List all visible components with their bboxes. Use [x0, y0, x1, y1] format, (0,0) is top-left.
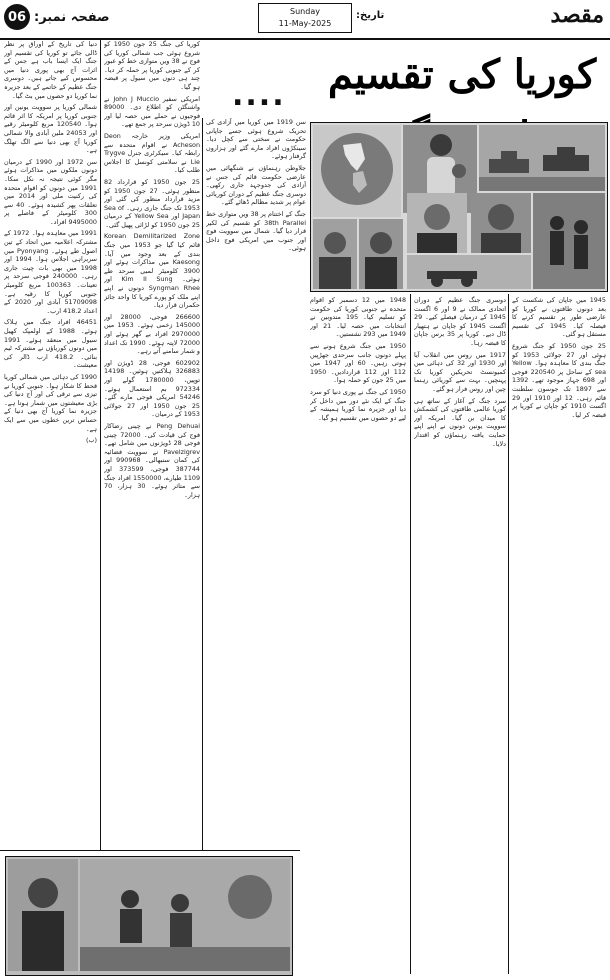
bottom-photo — [5, 856, 293, 976]
map-photo — [313, 125, 401, 217]
paragraph: امریکی وزیر خارجہ Deon Acheson نے اقوام متحدہ سے رابطہ کیا۔ سیکرٹری جنرل Trygve Lie نے سلامتی کونسل کا اجلاس طلب کیا۔ — [104, 131, 200, 175]
paragraph: امریکی سفیر John J Muccio نے واشنگٹن کو اطلاع دی۔ 89000 فوجیوں نے حملے میں حصہ لیا اور 10 ڈویژن سرحد پر جمع تھے۔ — [104, 94, 200, 129]
paragraph: سن 1972 اور 1990 کے درمیان دونوں ملکوں میں مذاکرات ہوئے مگر کوئی نتیجہ نہ نکل سکا۔ 1991 میں دونوں کو اقوام متحدہ کی رکنیت ملی اور 2014 میں تعلقات پھر کشیدہ ہوئے۔ 40 سے 300 کلومیٹر کے فاصلے پر 9495000 افراد۔ — [4, 157, 97, 226]
de-gaulle-portrait-icon — [8, 859, 78, 971]
officer-portrait-photo — [359, 219, 403, 289]
page-number — [4, 4, 110, 30]
tanks-icon — [479, 125, 605, 191]
paragraph: 25 جون 1950 کو قرارداد 82 منظور ہوئی۔ 27 جون 1950 کو مزید قرارداد منظور کی گئی اور 1953 تک جنگ جاری رہی۔ Sea of Japan اور Yellow Sea کے درمیان 25 جون 1950 کو لڑائی پھیل گئی۔ — [104, 177, 200, 229]
officer-portrait-icon — [359, 219, 403, 289]
paragraph: Peng Dehuai نے چینی رضاکار فوج کی قیادت کی۔ 72000 چینی فوجی 28 ڈویژنوں میں شامل تھے۔ Pavelzigrev نے سوویت فضائیہ کی کمان سنبھالی۔ 990968 اور 387744 فوجی، 373599 اور 1109 طیارے، 1550000 افراد جنگ سے متاثر ہوئے۔ 30 ہزار، 70 ہزار۔ — [104, 421, 200, 499]
article-column-4 — [414, 296, 506, 972]
soldiers-in-trench-icon — [80, 859, 290, 971]
paragraph: 602902 فوجی، 28 ڈویژن اور 326883 ہلاکتیں ہوئیں۔ 14198 توپیں، 1780000 گولے اور 972334 بم استعمال ہوئے۔ 54246 امریکی فوجی مارے گئے۔ 25 جون 1950 اور 27 جولائی 1953 کے درمیان۔ — [104, 358, 200, 419]
paragraph: 1950 کی جنگ نے پوری دنیا کو سرد جنگ کے ایک نئے دور میں داخل کر دیا اور جزیرہ نما کوریا ہمیشہ کے لیے دو حصوں میں تقسیم ہو گیا۔ — [310, 387, 406, 422]
artillery-icon — [407, 255, 531, 289]
photo-collage — [310, 122, 608, 292]
article-column-3 — [206, 118, 306, 858]
day-text: Sunday — [290, 7, 320, 16]
column-divider — [100, 40, 101, 850]
kim-il-sung-portrait-icon — [407, 193, 467, 253]
article-column-1 — [4, 40, 97, 846]
date-box — [258, 3, 352, 33]
soldiers-icon — [533, 193, 605, 289]
page-number-badge: 06 — [4, 4, 30, 30]
paragraph: کوریا کی جنگ 25 جون 1950 کو شروع ہوئی جب شمالی کوریا کی فوج نے 38 ویں متوازی خط کو عبور کر کے جنوبی کوریا پر حملہ کر دیا۔ چند ہی دنوں میں سیول پر قبضہ ہو گیا۔ — [104, 40, 200, 91]
de-gaulle-portrait-photo — [8, 859, 78, 971]
newspaper-logo: مقصد — [550, 2, 604, 28]
mao-portrait-photo — [471, 193, 531, 253]
paragraph: دنیا کی تاریخ کے اوراق پر نظر ڈالی جائے تو کوریا کی تقسیم اور جنگ ایک ایسا باب ہے جس کے اثرات آج بھی پوری دنیا میں محسوس کیے جاتے ہیں۔ دوسری جنگ عظیم کے خاتمے کے بعد جزیرہ نما کوریا دو حصوں میں بٹ گیا۔ — [4, 40, 97, 100]
headline-dots: .... — [232, 78, 286, 113]
article-column-3b — [310, 296, 406, 972]
paragraph: 1950 میں جنگ شروع ہونے سے پہلے دونوں جانب سرحدی جھڑپیں ہوتی رہیں۔ 60 اور 1947 میں 112 اور 112 قراردادیں۔ 1950 میں 25 جون کو حملہ ہوا۔ — [310, 341, 406, 385]
artillery-photo — [407, 255, 531, 289]
paragraph: جنگ کے اختتام پر 38 ویں متوازی خط 38th Parallel کو تقسیم کی لکیر قرار دیا گیا۔ شمال میں سوویت فوج اور جنوب میں امریکی فوج داخل ہوئی۔ — [206, 209, 306, 253]
paragraph: 1990 کی دہائی میں شمالی کوریا قحط کا شکار ہوا۔ جنوبی کوریا نے تیزی سے ترقی کی اور آج دنیا کی بڑی معیشتوں میں شمار ہوتا ہے۔ جزیرہ نما کوریا آج بھی دنیا کے حساس ترین خطوں میں سے ایک ہے۔ — [4, 372, 97, 433]
paragraph: Korean Demilitarized Zone قائم کیا گیا جو 1953 میں جنگ بندی کے بعد وجود میں آیا۔ Kaesong میں مذاکرات ہوئے اور 3900 کلومیٹر لمبی سرحد طے ہوئی۔ Kim Il Sung اور Syngman Rhee دونوں نے اپنے اپنے ملک کو پورے کوریا کا واحد جائز حکمران قرار دیا۔ — [104, 232, 200, 310]
article-column-5 — [512, 296, 606, 972]
paragraph: 1917 میں روس میں انقلاب آیا اور 1930 اور 32 کی دہائی میں کمیونسٹ تحریکیں کوریا تک پہنچیں۔ بہت سے کوریائی رہنما چین اور روس فرار ہو گئے۔ — [414, 350, 506, 393]
paragraph: دوسری جنگ عظیم کے دوران اتحادی ممالک نے 9 اور 6 اگست 1945 کے درمیان فیصلے کیے۔ 29 اگست 1945 کو جاپان نے ہتھیار ڈال دیے۔ کوریا پر 35 برس جاپان کا قبضہ رہا۔ — [414, 296, 506, 347]
globe-map-icon — [313, 125, 401, 217]
caption: (ب) — [85, 436, 97, 445]
soldiers-photo — [533, 193, 605, 289]
paragraph: 1948 میں 12 دسمبر کو اقوام متحدہ نے جنوبی کوریا کی حکومت کو تسلیم کیا۔ 195 مندوبین نے انتخابات میں حصہ لیا۔ 21 اور 1949 میں 293 نشستیں۔ — [310, 296, 406, 339]
paragraph: سن 1919 میں کوریا میں آزادی کی تحریک شروع ہوئی جسے جاپانی حکومت نے سختی سے کچل دیا۔ سینکڑوں افراد مارے گئے اور ہزاروں گرفتار ہوئے۔ — [206, 118, 306, 161]
paragraph: 1991 میں معاہدہ ہوا۔ 1972 کے مشترکہ اعلامیہ میں اتحاد کے تین اصول طے ہوئے۔ Pyonyang میں سربراہی اجلاس ہوا۔ 1994 اور 1998 میں بھی بات چیت جاری رہی۔ 240000 فوجی سرحد پر تعینات۔ 100363 مربع کلومیٹر جنوبی کوریا کا رقبہ ہے۔ 51709098 آبادی اور 2020 کے اعداد 418.2 ارب۔ — [4, 229, 97, 315]
date-label: تاریخ: — [356, 10, 385, 21]
column-divider — [508, 294, 509, 974]
column-divider — [410, 294, 411, 974]
page-number-label: صفحہ نمبر: — [34, 9, 110, 25]
article-column-2 — [104, 40, 200, 846]
mao-portrait-icon — [471, 193, 531, 253]
paragraph: 1945 میں جاپان کی شکست کے بعد دونوں طاقتوں نے کوریا کو عارضی طور پر تقسیم کرنے کا فیصلہ کیا۔ 1945 کی تقسیم مستقل ہو گئی۔ — [512, 296, 606, 339]
tanks-photo — [479, 125, 605, 191]
paragraph: 25 جون 1950 کو جنگ شروع ہوئی اور 27 جولائی 1953 کو جنگ بندی کا معاہدہ ہوا۔ Yellow sea کے ساحل پر 220540 فوجی اور 698 جہاز موجود تھے۔ 1392 سے 1897 تک جوسون سلطنت قائم رہی۔ 12 اور 1910 اور 29 اگست 1910 کو جاپان نے کوریا پر قبضہ کر لیا۔ — [512, 341, 606, 419]
paragraph: 266600 فوجی، 28000 اور 145000 زخمی ہوئے۔ 1953 میں 2970000 افراد بے گھر ہوئے اور 72000 لاپتہ ہوئے۔ 1990 تک اعداد و شمار سامنے آتے رہے۔ — [104, 312, 200, 356]
soldiers-in-trench-photo — [80, 859, 290, 971]
article-headline: کوریا کی تقسیم — [327, 51, 597, 98]
general-portrait-icon — [313, 219, 357, 289]
paragraph: شمالی کوریا پر سوویت یونین اور جنوبی کوریا پر امریکہ کا اثر قائم ہوا۔ 120540 مربع کلومیٹر رقبے اور 24053 ملین آبادی والا شمالی کوریا آج بھی دنیا سے الگ تھلگ ہے۔ — [4, 103, 97, 155]
kim-il-sung-portrait-photo — [407, 193, 467, 253]
general-portrait-photo — [313, 219, 357, 289]
date-text: 11-May-2025 — [278, 19, 332, 28]
page-header — [0, 0, 610, 40]
paragraph: 46451 افراد جنگ میں ہلاک ہوئے۔ 1988 کے اولمپک کھیل سیول میں منعقد ہوئے۔ 1991 میں دونوں کوریاؤں نے مشترکہ ٹیم بنائی۔ 418.2 ارب ڈالر کی معیشت۔ — [4, 318, 97, 370]
paragraph: جلاوطن رہنماؤں نے شنگھائی میں عارضی حکومت قائم کی جس نے آزادی کی جدوجہد جاری رکھی۔ دوسری جنگ عظیم کے دوران کوریائی عوام پر شدید مظالم ڈھائے گئے۔ — [206, 163, 306, 207]
paragraph: سرد جنگ کے آغاز کے ساتھ ہی کوریا عالمی طاقتوں کی کشمکش کا میدان بن گیا۔ امریکہ اور سوویت یونین دونوں نے اپنے اپنے حمایت یافتہ رہنماؤں کو اقتدار دلایا۔ — [414, 396, 506, 448]
column-divider — [202, 118, 203, 850]
